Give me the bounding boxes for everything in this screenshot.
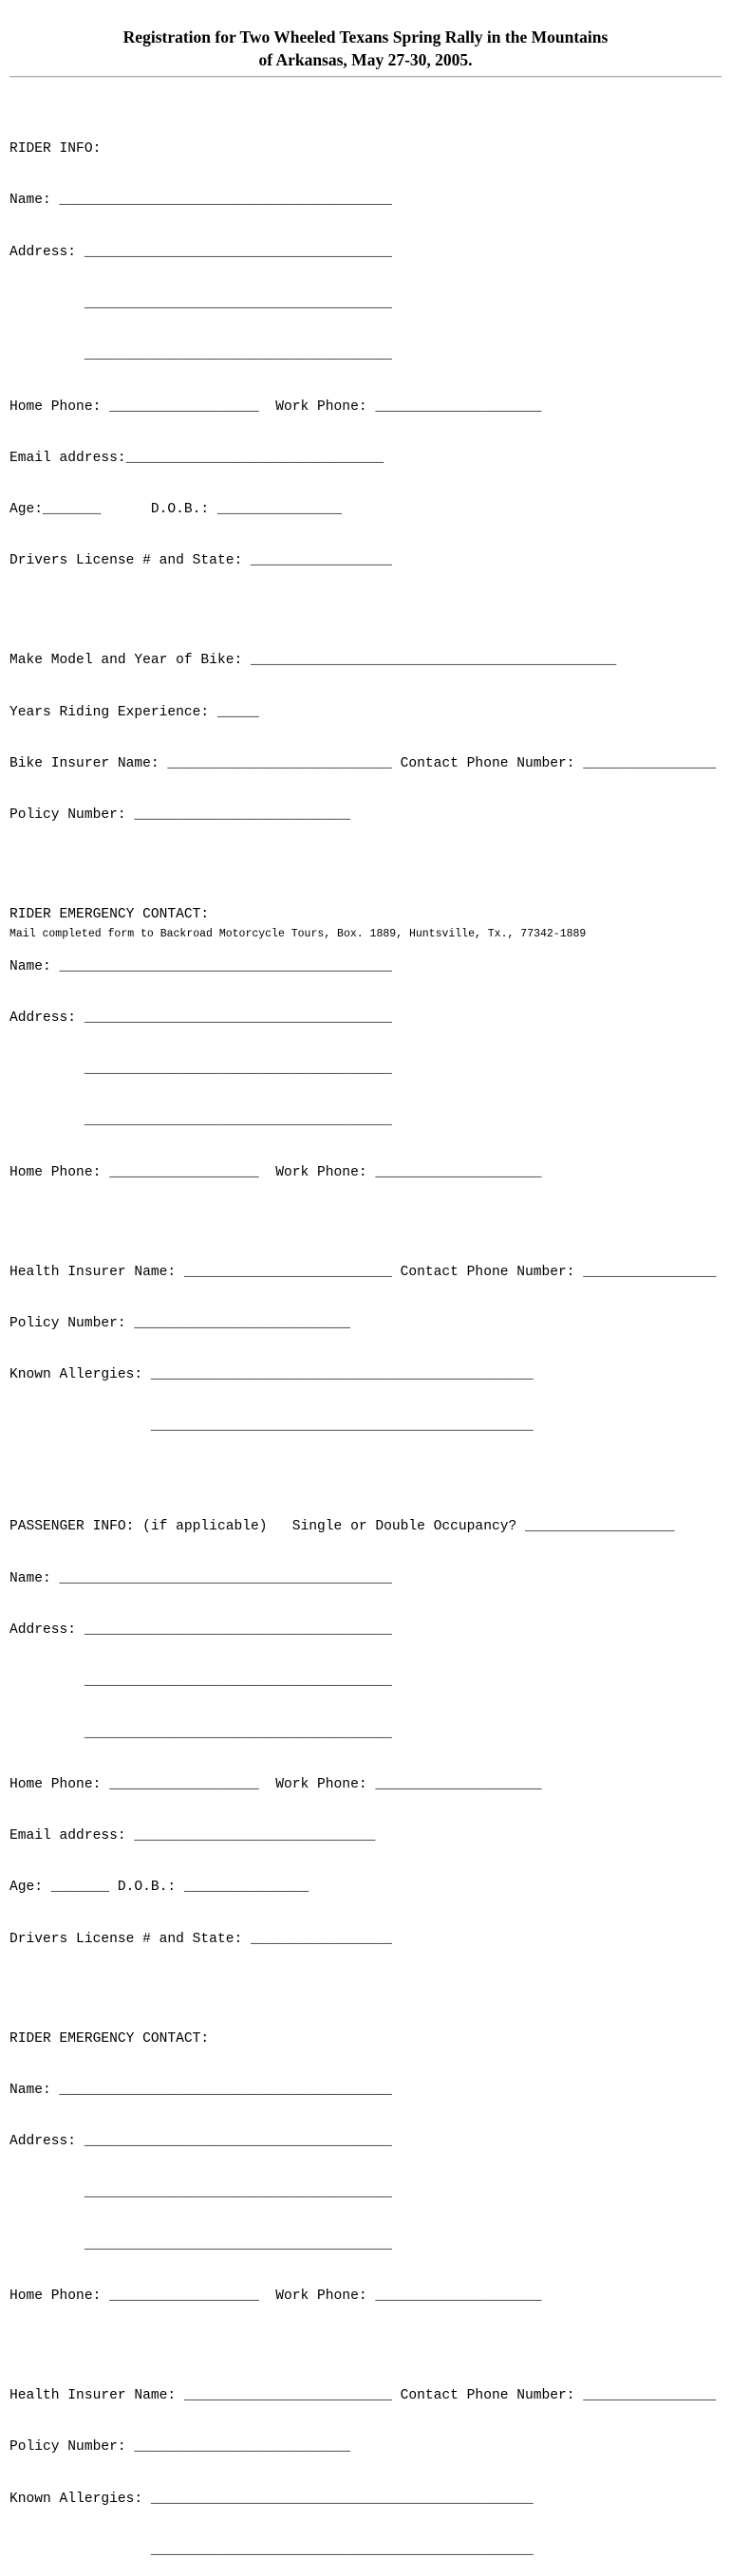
passenger-emergency-address-field-2[interactable]: _____________________________________: [9, 2185, 392, 2201]
title-line-1: Registration for Two Wheeled Texans Spring Rally in the Mountains: [122, 28, 609, 46]
rider-license-field[interactable]: Drivers License # and State: _________________: [9, 553, 392, 569]
horizontal-rule: [9, 76, 722, 78]
rider-emergency-phone-fields[interactable]: Home Phone: __________________ Work Phone: ____________________: [9, 1164, 542, 1180]
passenger-health-insurer-field[interactable]: Health Insurer Name: _________________________ Contact Phone Number: ________________: [9, 2388, 717, 2403]
registration-form: [9, 106, 716, 2576]
passenger-emergency-name-field[interactable]: Name: ________________________________________: [9, 2082, 392, 2098]
rider-allergies-field-1[interactable]: Known Allergies: ______________________________________________: [9, 1367, 534, 1383]
spacer: [9, 2339, 716, 2353]
riding-experience-field[interactable]: Years Riding Experience: _____: [9, 704, 259, 720]
rider-health-insurer-field[interactable]: Health Insurer Name: _________________________ Contact Phone Number: ________________: [9, 1264, 717, 1280]
bike-insurer-field[interactable]: Bike Insurer Name: ___________________________ Contact Phone Number: ________________: [9, 755, 717, 771]
passenger-name-field[interactable]: Name: ________________________________________: [9, 1570, 392, 1586]
rider-address-field-1[interactable]: Address: _____________________________________: [9, 244, 392, 260]
rider-email-field[interactable]: Email address:_______________________________: [9, 450, 384, 466]
page-title: [0, 26, 731, 71]
passenger-license-field[interactable]: Drivers License # and State: _________________: [9, 1931, 392, 1947]
passenger-phone-fields[interactable]: Home Phone: __________________ Work Phone: ____________________: [9, 1776, 542, 1792]
rider-age-dob-fields[interactable]: Age:_______ D.O.B.: _______________: [9, 502, 343, 518]
title-line-2: of Arkansas, May 27-30, 2005.: [258, 50, 473, 69]
rider-address-field-2[interactable]: _____________________________________: [9, 296, 392, 312]
rider-name-field[interactable]: Name: ________________________________________: [9, 193, 392, 209]
passenger-emergency-address-field-3[interactable]: _____________________________________: [9, 2236, 392, 2252]
rider-allergies-field-2[interactable]: ______________________________________________: [9, 1418, 534, 1435]
spacer: [9, 1470, 716, 1485]
rider-phone-fields[interactable]: Home Phone: __________________ Work Phone: ____________________: [9, 398, 542, 415]
rider-info-heading: RIDER INFO:: [9, 141, 102, 158]
rider-emergency-address-field-2[interactable]: _____________________________________: [9, 1062, 392, 1078]
spacer: [9, 1982, 716, 1996]
passenger-emergency-heading: RIDER EMERGENCY CONTACT:: [9, 2030, 210, 2047]
rider-emergency-heading: RIDER EMERGENCY CONTACT:: [9, 907, 210, 923]
spacer: [9, 604, 716, 619]
bike-make-field[interactable]: Make Model and Year of Bike: ____________________________________________: [9, 653, 617, 669]
passenger-address-field-2[interactable]: _____________________________________: [9, 1674, 392, 1690]
bike-policy-field[interactable]: Policy Number: __________________________: [9, 807, 351, 824]
rider-emergency-name-field[interactable]: Name: ________________________________________: [9, 958, 392, 974]
passenger-emergency-phone-fields[interactable]: Home Phone: __________________ Work Phone: ____________________: [9, 2289, 542, 2305]
spacer: [9, 859, 716, 873]
rider-emergency-address-field-1[interactable]: Address: _____________________________________: [9, 1010, 392, 1026]
passenger-address-field-3[interactable]: _____________________________________: [9, 1725, 392, 1741]
passenger-allergies-field-2[interactable]: ______________________________________________: [9, 2542, 534, 2558]
rider-address-field-3[interactable]: _____________________________________: [9, 347, 392, 363]
rider-emergency-address-field-3[interactable]: _____________________________________: [9, 1113, 392, 1129]
passenger-allergies-field-1[interactable]: Known Allergies: ______________________________________________: [9, 2491, 534, 2507]
rider-health-policy-field[interactable]: Policy Number: __________________________: [9, 1315, 351, 1331]
passenger-address-field-1[interactable]: Address: _____________________________________: [9, 1622, 392, 1638]
mailing-instructions: Mail completed form to Backroad Motorcycle Tours, Box. 1889, Huntsville, Tx., 77342-1889: [9, 928, 587, 940]
passenger-email-field[interactable]: Email address: _____________________________: [9, 1828, 376, 1844]
passenger-health-policy-field[interactable]: Policy Number: __________________________: [9, 2439, 351, 2456]
passenger-emergency-address-field-1[interactable]: Address: _____________________________________: [9, 2134, 392, 2150]
spacer: [9, 1215, 716, 1230]
passenger-age-dob-fields[interactable]: Age: _______ D.O.B.: _______________: [9, 1880, 309, 1896]
passenger-info-heading[interactable]: PASSENGER INFO: (if applicable) Single or Double Occupancy? __________________: [9, 1519, 675, 1535]
